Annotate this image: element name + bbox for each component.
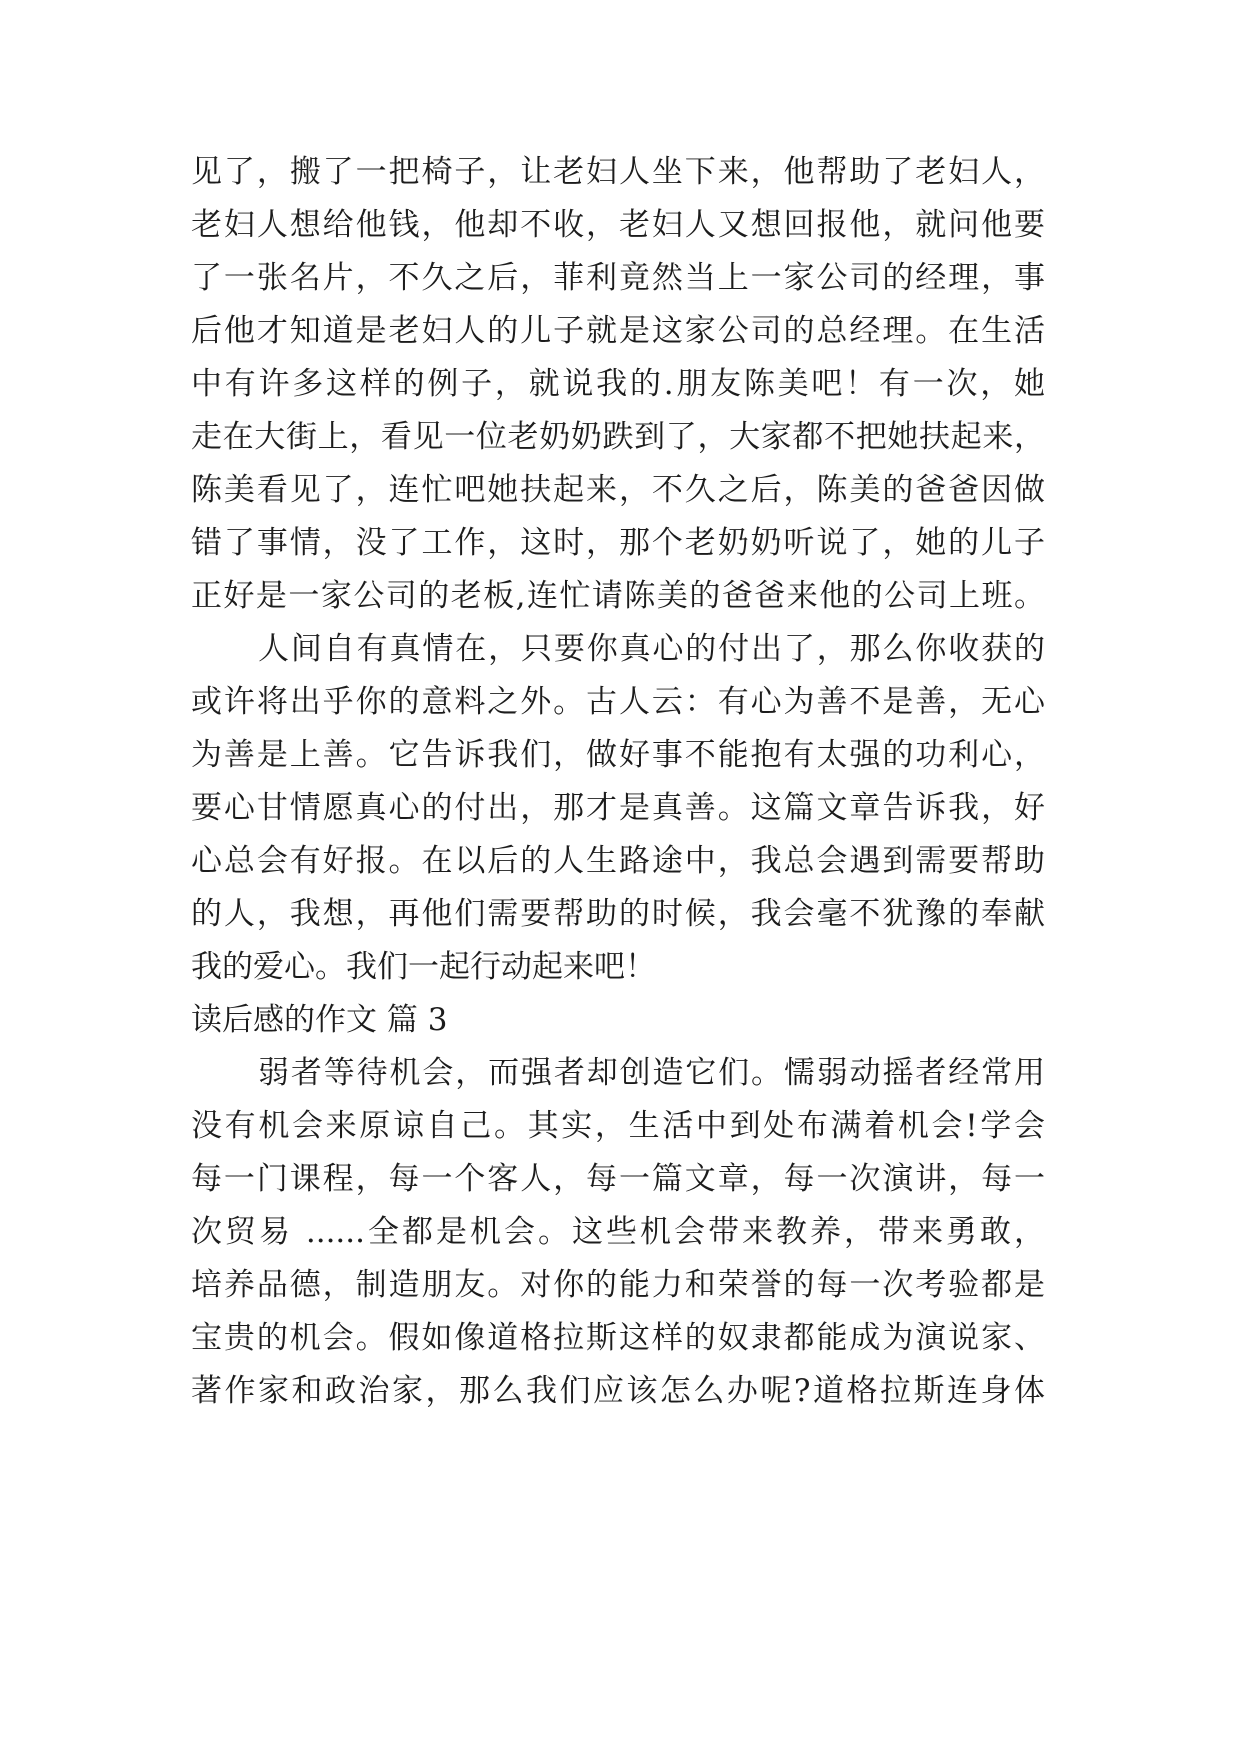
text-line: 没有机会来原谅自己。其实，生活中到处布满着机会!学会	[191, 1108, 1045, 1144]
text-line: 走在大街上，看见一位老奶奶跌到了，大家都不把她扶起来，	[191, 419, 1045, 455]
text-line: 的人，我想，再他们需要帮助的时候，我会毫不犹豫的奉献	[191, 896, 1045, 932]
text-line: 后他才知道是老妇人的儿子就是这家公司的总经理。在生活	[191, 313, 1045, 349]
text-line: 要心甘情愿真心的付出，那才是真善。这篇文章告诉我，好	[191, 790, 1045, 826]
text-line: 弱者等待机会，而强者却创造它们。懦弱动摇者经常用	[258, 1055, 1045, 1091]
text-line: 正好是一家公司的老板,连忙请陈美的爸爸来他的公司上班。	[191, 578, 1045, 614]
text-line: 每一门课程，每一个客人，每一篇文章，每一次演讲，每一	[191, 1161, 1045, 1197]
text-line: 著作家和政治家，那么我们应该怎么办呢?道格拉斯连身体	[191, 1373, 1045, 1409]
text-line: 老妇人想给他钱，他却不收，老妇人又想回报他，就问他要	[191, 207, 1045, 243]
text-line: 见了，搬了一把椅子，让老妇人坐下来，他帮助了老妇人，	[191, 154, 1045, 190]
text-line: 我的爱心。我们一起行动起来吧！	[191, 949, 656, 985]
text-line: 陈美看见了，连忙吧她扶起来，不久之后，陈美的爸爸因做	[191, 472, 1045, 508]
text-line: 次贸易 ......全都是机会。这些机会带来教养，带来勇敢，	[191, 1214, 1045, 1250]
text-line: 或许将出乎你的意料之外。古人云：有心为善不是善，无心	[191, 684, 1045, 720]
text-line: 宝贵的机会。假如像道格拉斯这样的奴隶都能成为演说家、	[191, 1320, 1045, 1356]
text-line: 培养品德，制造朋友。对你的能力和荣誉的每一次考验都是	[191, 1267, 1045, 1303]
text-line: 心总会有好报。在以后的人生路途中，我总会遇到需要帮助	[191, 843, 1045, 879]
text-line: 人间自有真情在，只要你真心的付出了，那么你收获的	[258, 631, 1045, 667]
text-line: 了一张名片，不久之后，菲利竟然当上一家公司的经理，事	[191, 260, 1045, 296]
text-line: 为善是上善。它告诉我们，做好事不能抱有太强的功利心，	[191, 737, 1045, 773]
text-line: 中有许多这样的例子，就说我的.朋友陈美吧！有一次，她	[191, 366, 1045, 402]
text-line: 错了事情，没了工作，这时，那个老奶奶听说了，她的儿子	[191, 525, 1045, 561]
section-heading: 读后感的作文 篇 3	[191, 1002, 448, 1038]
